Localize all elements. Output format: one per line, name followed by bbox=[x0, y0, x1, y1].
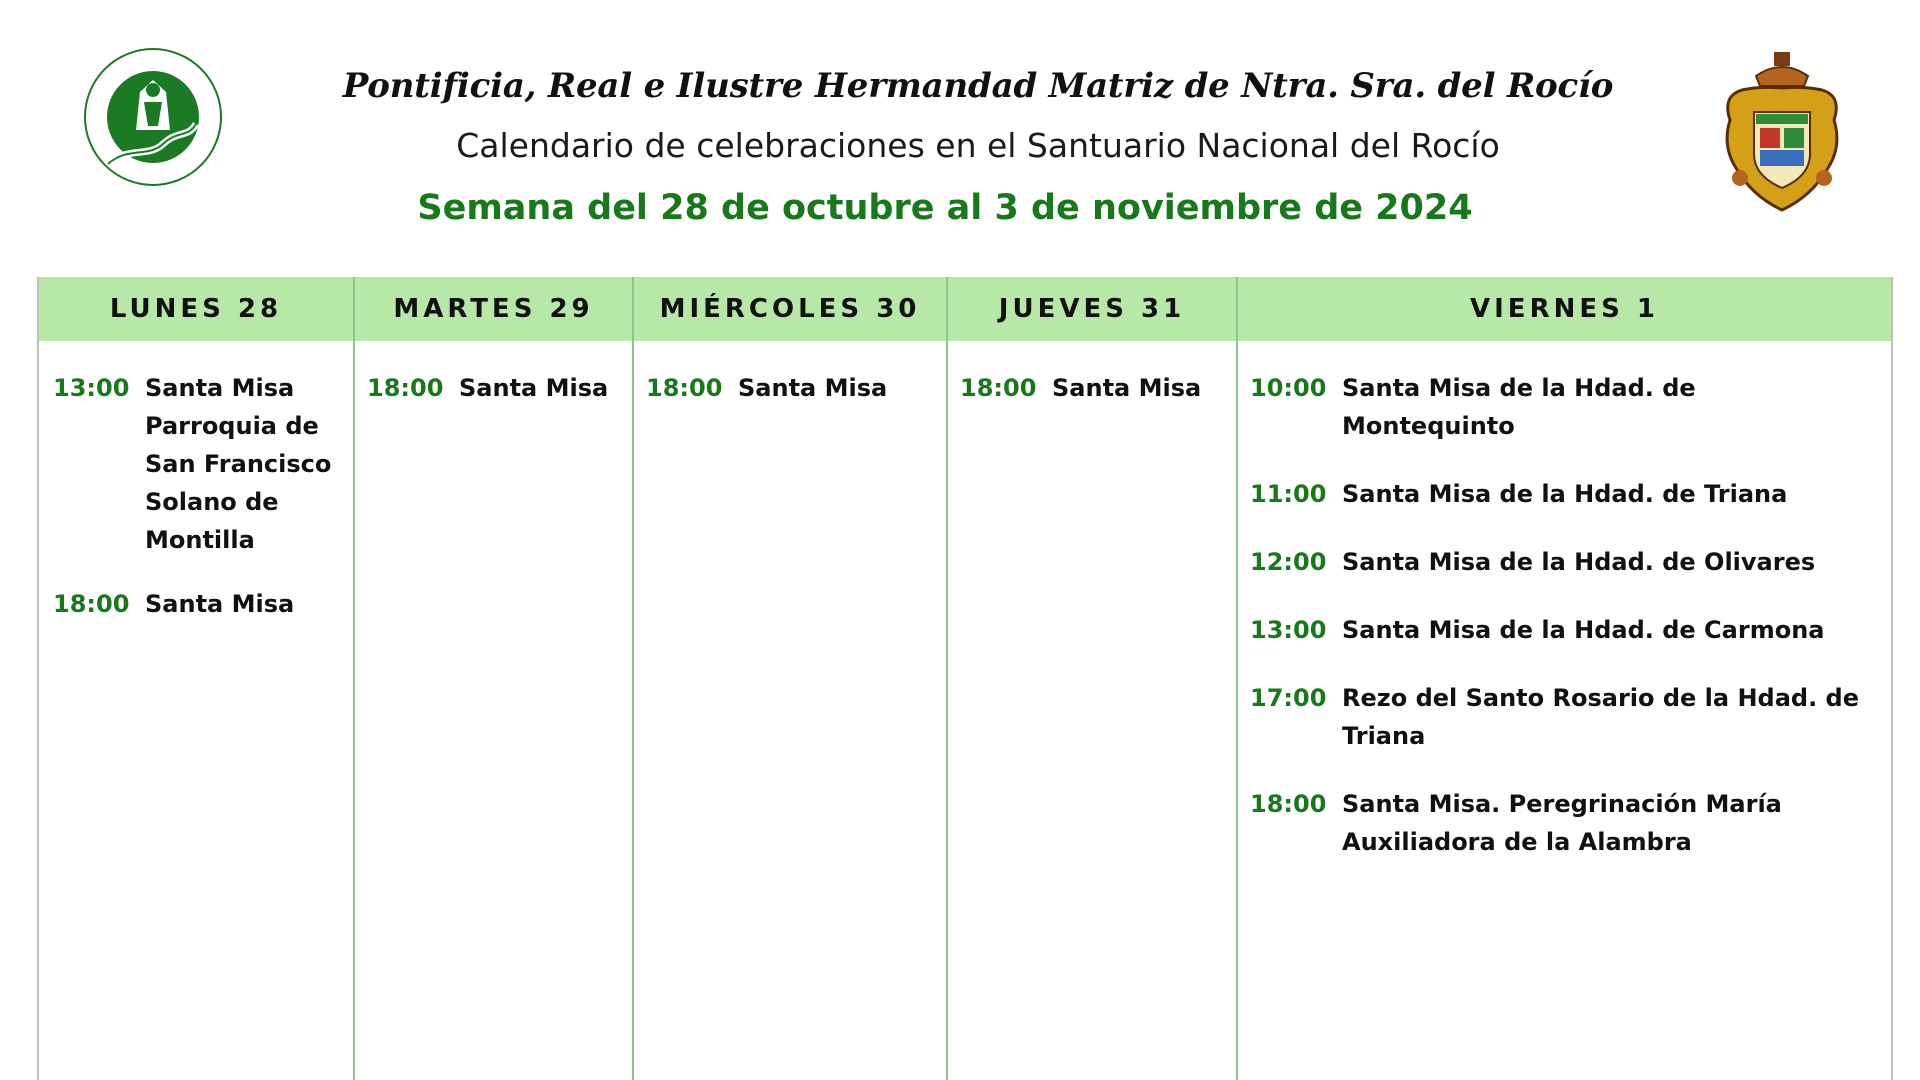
day-column-viernes bbox=[1236, 277, 1891, 1080]
event-title: Santa Misa. Peregrinación María Auxiliadora de la Alambra bbox=[1342, 790, 1782, 856]
day-header: JUEVES 31 bbox=[948, 277, 1236, 341]
event-item bbox=[1250, 369, 1891, 445]
event-time: 13:00 bbox=[1250, 616, 1327, 644]
event-title: Santa Misa bbox=[1052, 374, 1202, 402]
event-item bbox=[646, 369, 946, 407]
event-title: Santa Misa bbox=[145, 590, 295, 618]
event-title: Santa Misa de la Hdad. de Triana bbox=[1342, 480, 1788, 508]
event-time: 13:00 bbox=[53, 374, 130, 402]
event-time: 17:00 bbox=[1250, 684, 1327, 712]
brotherhood-title: Pontificia, Real e Ilustre Hermandad Matriz de Ntra. Sra. del Rocío bbox=[342, 66, 1614, 106]
day-column-miercoles bbox=[632, 277, 946, 1080]
day-header: MARTES 29 bbox=[355, 277, 632, 341]
event-time: 18:00 bbox=[646, 374, 723, 402]
event-item bbox=[1250, 679, 1891, 755]
event-time: 18:00 bbox=[367, 374, 444, 402]
event-item bbox=[1250, 475, 1891, 513]
event-list bbox=[1238, 341, 1891, 861]
event-title: Santa Misa de la Hdad. de Carmona bbox=[1342, 616, 1825, 644]
event-item bbox=[53, 585, 353, 623]
event-item bbox=[1250, 611, 1891, 649]
event-item bbox=[53, 369, 353, 559]
event-title: Santa Misa de la Hdad. de Olivares bbox=[1342, 548, 1816, 576]
event-title: Santa Misa bbox=[459, 374, 609, 402]
calendar-subtitle: Calendario de celebraciones en el Santuario Nacional del Rocío bbox=[456, 126, 1500, 165]
event-time: 18:00 bbox=[960, 374, 1037, 402]
day-column-jueves bbox=[946, 277, 1236, 1080]
event-list bbox=[948, 341, 1236, 407]
event-title: Rezo del Santo Rosario de la Hdad. de Triana bbox=[1342, 684, 1860, 750]
event-time: 18:00 bbox=[1250, 790, 1327, 818]
event-time: 18:00 bbox=[53, 590, 130, 618]
event-list bbox=[634, 341, 946, 407]
weekly-calendar bbox=[37, 277, 1893, 1080]
event-time: 12:00 bbox=[1250, 548, 1327, 576]
event-item bbox=[1250, 785, 1891, 861]
event-list bbox=[355, 341, 632, 407]
event-list bbox=[39, 341, 353, 623]
day-header: MIÉRCOLES 30 bbox=[634, 277, 946, 341]
event-time: 10:00 bbox=[1250, 374, 1327, 402]
event-item bbox=[960, 369, 1236, 407]
event-title: Santa Misa de la Hdad. de Montequinto bbox=[1342, 374, 1696, 440]
event-title: Santa Misa bbox=[738, 374, 888, 402]
event-item bbox=[367, 369, 632, 407]
event-item bbox=[1250, 543, 1891, 581]
day-header: LUNES 28 bbox=[39, 277, 353, 341]
day-header: VIERNES 1 bbox=[1238, 277, 1891, 341]
week-range: Semana del 28 de octubre al 3 de noviembre de 2024 bbox=[417, 188, 1473, 228]
event-title: Santa Misa Parroquia de San Francisco Solano de Montilla bbox=[145, 374, 332, 554]
day-column-lunes bbox=[39, 277, 353, 1080]
day-column-martes bbox=[353, 277, 632, 1080]
event-time: 11:00 bbox=[1250, 480, 1327, 508]
